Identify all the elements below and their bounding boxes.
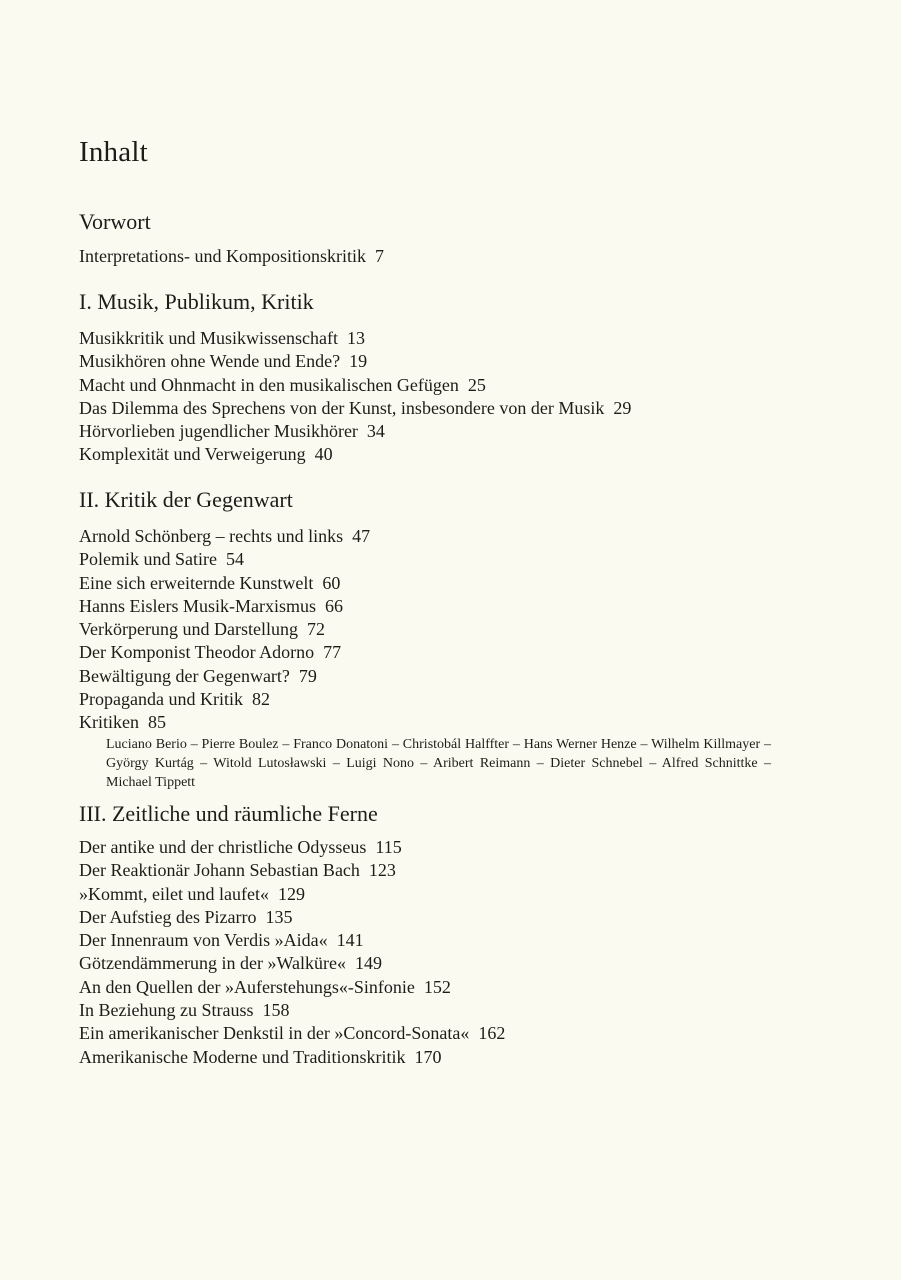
entry-title: Hanns Eislers Musik-Marxismus <box>79 595 316 616</box>
entry-page-number: 7 <box>374 246 384 266</box>
toc-entry[interactable] <box>79 443 799 466</box>
entry-list <box>79 836 799 1069</box>
entry-title: Ein amerikanischer Denkstil in der »Concord-Sonata« <box>79 1023 470 1044</box>
section-heading: I. Musik, Publikum, Kritik <box>79 289 314 314</box>
toc-entry[interactable] <box>79 859 799 882</box>
section-zeitliche-und-raeumliche-ferne <box>79 800 799 1069</box>
entry-page-number: 152 <box>423 976 451 997</box>
entry-title: Das Dilemma des Sprechens von der Kunst, insbesondere von der Musik <box>79 397 605 418</box>
entry-page-number: 25 <box>467 374 486 395</box>
toc-entry[interactable] <box>79 883 799 906</box>
entry-page-number: 123 <box>368 860 396 881</box>
entry-list <box>79 525 799 735</box>
entry-title: Amerikanische Moderne und Traditionskritik <box>79 1046 406 1067</box>
entry-title: Polemik und Satire <box>79 549 217 570</box>
entry-title: Komplexität und Verweigerung <box>79 444 306 465</box>
entry-page-number: 158 <box>262 1000 290 1021</box>
entry-title: Musikhören ohne Wende und Ende? <box>79 351 341 372</box>
section-heading: II. Kritik der Gegenwart <box>79 487 293 512</box>
entry-page-number: 72 <box>306 619 325 640</box>
entry-page-number: 60 <box>322 572 341 593</box>
entry-title: Arnold Schönberg – rechts und links <box>79 526 344 546</box>
entry-page-number: 54 <box>226 549 244 570</box>
toc-entry[interactable] <box>79 641 799 664</box>
entry-title: Der antike und der christliche Odysseus <box>79 837 367 857</box>
kritiken-composer-list: Luciano Berio – Pierre Boulez – Franco Donatoni – Christobál Halffter – Hans Werner Henze – Wilhelm Killmayer – György Kurtág – Witold Lutosławski – Luigi Nono – Aribert Reimann – Dieter Schnebel – Alfred Schnittke – Michael Tippett <box>106 736 771 790</box>
toc-entry[interactable] <box>79 397 799 420</box>
section-heading: III. Zeitliche und räumliche Ferne <box>79 801 378 826</box>
entry-title: Der Innenraum von Verdis »Aida« <box>79 930 328 951</box>
entry-title: Bewältigung der Gegenwart? <box>79 665 290 686</box>
entry-title: »Kommt, eilet und laufet« <box>79 883 269 904</box>
toc-entry[interactable] <box>79 374 799 397</box>
toc-entry[interactable] <box>79 665 799 688</box>
entry-page-number: 135 <box>265 906 293 927</box>
toc-entry[interactable] <box>79 711 799 734</box>
entry-page-number: 47 <box>352 526 371 546</box>
toc-entry[interactable] <box>79 595 799 618</box>
toc-entry[interactable] <box>79 952 799 975</box>
toc-entry[interactable] <box>79 548 799 571</box>
entry-page-number: 77 <box>323 642 342 663</box>
entry-title: Macht und Ohnmacht in den musikalischen Gefügen <box>79 374 459 395</box>
entry-page-number: 85 <box>148 712 166 733</box>
entry-page-number: 13 <box>347 328 365 348</box>
entry-page-number: 29 <box>613 397 632 418</box>
toc-entry[interactable] <box>79 525 799 548</box>
entry-title: Der Reaktionär Johann Sebastian Bach <box>79 860 360 881</box>
entry-page-number: 19 <box>349 351 368 372</box>
entry-page-number: 129 <box>277 883 305 904</box>
entry-title: Interpretations- und Kompositionskritik <box>79 246 366 266</box>
toc-entry[interactable] <box>79 999 799 1022</box>
entry-list <box>79 327 799 467</box>
section-musik-publikum-kritik <box>79 288 799 467</box>
toc-entry[interactable] <box>79 350 799 373</box>
toc-entry[interactable] <box>79 906 799 929</box>
entry-title: Propaganda und Kritik <box>79 689 243 710</box>
entry-page-number: 79 <box>298 665 317 686</box>
entry-title: Verkörperung und Darstellung <box>79 619 298 640</box>
page-title: Inhalt <box>79 136 148 168</box>
entry-page-number: 115 <box>375 837 402 857</box>
toc-entry[interactable] <box>79 1022 799 1045</box>
entry-title: In Beziehung zu Strauss <box>79 1000 254 1021</box>
entry-title: Der Komponist Theodor Adorno <box>79 642 315 663</box>
entry-title: Kritiken <box>79 712 139 733</box>
entry-title: Hörvorlieben jugendlicher Musikhörer <box>79 421 358 442</box>
section-kritik-der-gegenwart <box>79 486 799 792</box>
entry-page-number: 40 <box>314 444 333 465</box>
toc-entry[interactable] <box>79 327 799 350</box>
toc-entry[interactable] <box>79 688 799 711</box>
entry-title: Eine sich erweiternde Kunstwelt <box>79 572 314 593</box>
entry-list <box>79 245 799 268</box>
entry-title: Musikkritik und Musikwissenschaft <box>79 328 338 348</box>
entry-page-number: 149 <box>354 953 382 974</box>
entry-page-number: 82 <box>251 689 270 710</box>
toc-entry[interactable] <box>79 976 799 999</box>
toc-entry[interactable] <box>79 245 799 268</box>
toc-entry[interactable] <box>79 1046 799 1069</box>
section-heading: Vorwort <box>79 209 151 234</box>
section-vorwort <box>79 208 799 268</box>
entry-title: Götzendämmerung in der »Walküre« <box>79 953 346 974</box>
entry-page-number: 141 <box>336 930 364 951</box>
toc-entry[interactable] <box>79 420 799 443</box>
entry-title: Der Aufstieg des Pizarro <box>79 906 257 927</box>
entry-page-number: 162 <box>478 1023 506 1044</box>
entry-page-number: 34 <box>366 421 385 442</box>
toc-entry[interactable] <box>79 836 799 859</box>
entry-page-number: 170 <box>414 1046 442 1067</box>
entry-page-number: 66 <box>325 595 343 616</box>
toc-entry[interactable] <box>79 572 799 595</box>
toc-entry[interactable] <box>79 929 799 952</box>
entry-title: An den Quellen der »Auferstehungs«-Sinfonie <box>79 976 415 997</box>
toc-entry[interactable] <box>79 618 799 641</box>
